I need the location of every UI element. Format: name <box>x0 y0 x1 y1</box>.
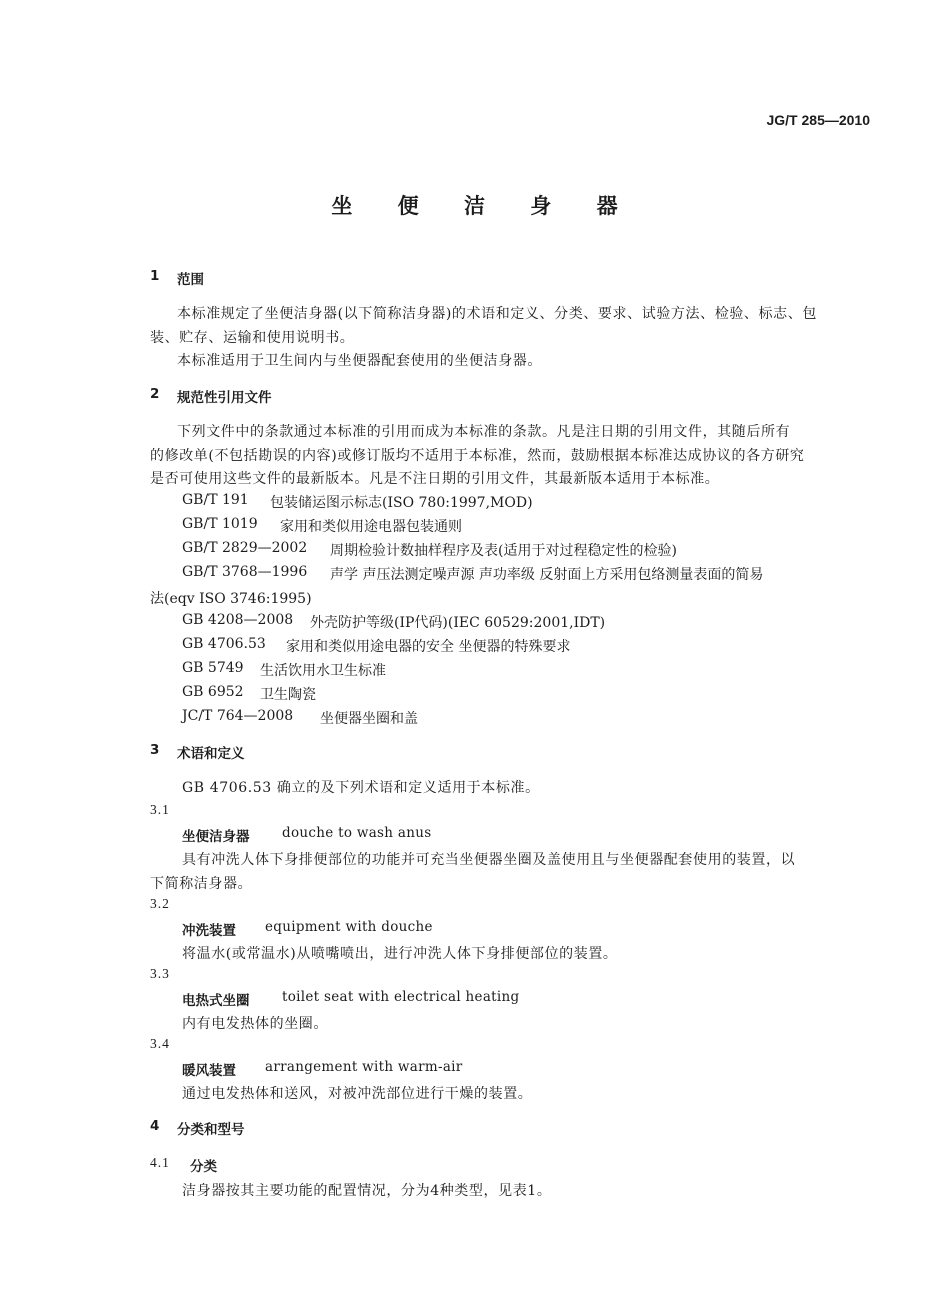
section-4-1-text: 洁身器按其主要功能的配置情况，分为4种类型，见表1。 <box>182 1183 552 1199</box>
term-definition-line-1: 内有电发热体的坐圈。 <box>182 1016 328 1032</box>
section-2-heading: 规范性引用文件 <box>177 390 272 406</box>
term-name: 冲洗装置 <box>182 923 236 939</box>
term-number: 3.2 <box>150 896 170 911</box>
reference-title: 卫生陶瓷 <box>260 687 316 703</box>
section-1-heading: 范围 <box>177 272 204 288</box>
reference-code: GB/T 2829—2002 <box>182 540 308 556</box>
standard-number: JG/T 285—2010 <box>766 112 870 128</box>
reference-title: 包装储运图示标志(ISO 780:1997,MOD) <box>270 495 533 511</box>
reference-title: 声学 声压法测定噪声源 声功率级 反射面上方采用包络测量表面的简易 <box>330 567 764 583</box>
section-2-number: 2 <box>150 386 160 402</box>
section-4-heading: 分类和型号 <box>177 1122 245 1138</box>
term-number: 3.4 <box>150 1036 170 1051</box>
reference-code: GB 4208—2008 <box>182 612 294 628</box>
term-english: toilet seat with electrical heating <box>282 989 520 1005</box>
section-3-heading: 术语和定义 <box>177 746 245 762</box>
document-title: 坐 便 洁 身 器 <box>331 194 637 218</box>
term-number: 3.1 <box>150 802 170 817</box>
reference-title: 周期检验计数抽样程序及表(适用于对过程稳定性的检验) <box>330 543 677 559</box>
section-2-intro-line-2: 的修改单(不包括勘误的内容)或修订版均不适用于本标准，然而，鼓励根据本标准达成协议的各方研究 <box>150 448 805 464</box>
section-3-intro: GB 4706.53 确立的及下列术语和定义适用于本标准。 <box>182 780 540 796</box>
reference-title: 家用和类似用途电器的安全 坐便器的特殊要求 <box>286 639 571 655</box>
reference-title: 生活饮用水卫生标准 <box>260 663 386 679</box>
reference-title-continuation: 法(eqv ISO 3746:1995) <box>150 591 312 607</box>
section-1-para-2: 本标准适用于卫生间内与坐便器配套使用的坐便洁身器。 <box>177 353 542 369</box>
subsection-4-1-number: 4.1 <box>150 1155 170 1170</box>
reference-code: GB 5749 <box>182 660 244 676</box>
term-english: equipment with douche <box>265 919 433 935</box>
section-2-intro-line-1: 下列文件中的条款通过本标准的引用而成为本标准的条款。凡是注日期的引用文件，其随后所有 <box>177 424 791 440</box>
term-name: 电热式坐圈 <box>182 993 250 1009</box>
term-definition-line-1: 具有冲洗人体下身排便部位的功能并可充当坐便器坐圈及盖使用且与坐便器配套使用的装置，以 <box>182 852 796 868</box>
section-1-number: 1 <box>150 268 160 284</box>
term-name: 暖风装置 <box>182 1063 236 1079</box>
section-1-para-1-line-1: 本标准规定了坐便洁身器(以下简称洁身器)的术语和定义、分类、要求、试验方法、检验、标志、包 <box>177 306 817 322</box>
reference-code: GB/T 191 <box>182 492 249 508</box>
reference-code: GB/T 1019 <box>182 516 258 532</box>
reference-code: GB 4706.53 <box>182 636 266 652</box>
term-name: 坐便洁身器 <box>182 829 250 845</box>
reference-title: 坐便器坐圈和盖 <box>320 711 418 727</box>
section-4-number: 4 <box>150 1118 160 1134</box>
reference-code: JC/T 764—2008 <box>182 708 294 724</box>
term-number: 3.3 <box>150 966 170 981</box>
term-english: arrangement with warm-air <box>265 1059 463 1075</box>
reference-code: GB 6952 <box>182 684 244 700</box>
term-english: douche to wash anus <box>282 825 432 841</box>
term-definition-line-1: 将温水(或常温水)从喷嘴喷出，进行冲洗人体下身排便部位的装置。 <box>182 946 618 962</box>
term-definition-line-2: 下简称洁身器。 <box>150 876 253 892</box>
subsection-4-1-heading: 分类 <box>190 1159 217 1175</box>
section-2-intro-line-3: 是否可使用这些文件的最新版本。凡是不注日期的引用文件，其最新版本适用于本标准。 <box>150 471 720 487</box>
reference-title: 家用和类似用途电器包装通则 <box>280 519 462 535</box>
section-1-para-1-line-2: 装、贮存、运输和使用说明书。 <box>150 330 355 346</box>
reference-title: 外壳防护等级(IP代码)(IEC 60529:2001,IDT) <box>310 615 606 631</box>
section-3-number: 3 <box>150 742 160 758</box>
term-definition-line-1: 通过电发热体和送风，对被冲洗部位进行干燥的装置。 <box>182 1086 533 1102</box>
reference-code: GB/T 3768—1996 <box>182 564 308 580</box>
